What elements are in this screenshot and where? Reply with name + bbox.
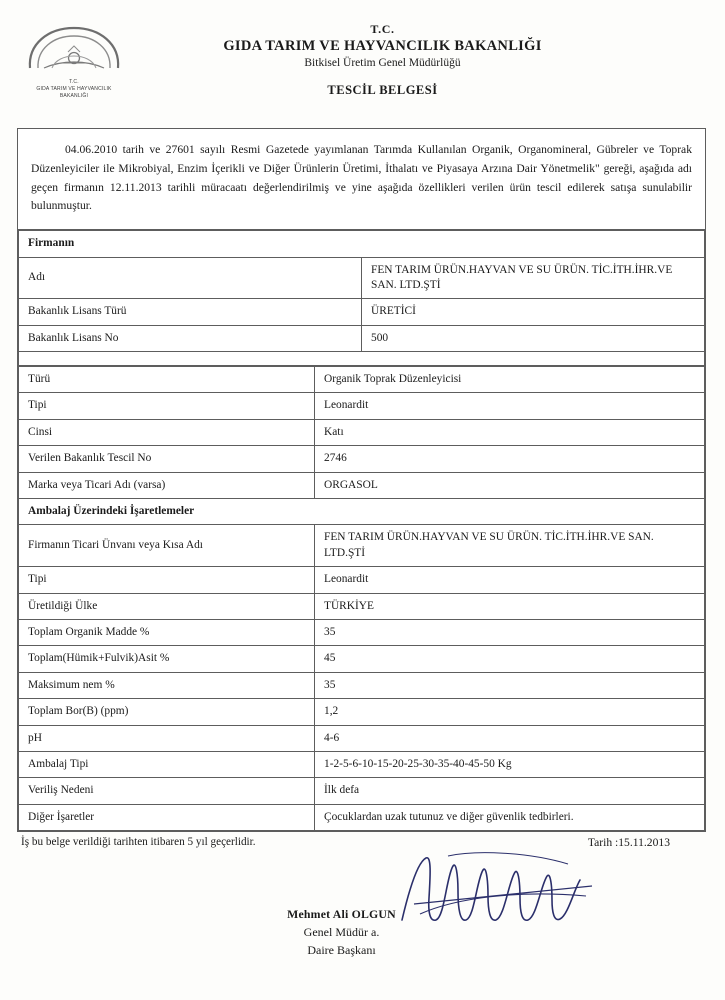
row-label: Toplam(Hümik+Fulvik)Asit % [19,646,315,672]
row-label: Marka veya Ticari Adı (varsa) [19,472,315,498]
signer-title-primary: Genel Müdür a. [303,925,380,939]
row-value: ÜRETİCİ [362,299,705,325]
row-label: Bakanlık Lisans No [19,325,362,351]
row-label: Adı [19,257,362,299]
row-value: ORGASOL [315,472,705,498]
row-value: Çocuklardan uzak tutunuz ve diğer güvenlik tedbirleri. [315,804,705,830]
row-value: 4-6 [315,725,705,751]
table-row [19,751,705,777]
table-row [19,393,705,419]
table-row [19,593,705,619]
certificate-frame [17,128,706,832]
table-row [19,472,705,498]
table-row [19,567,705,593]
row-value: 2746 [315,446,705,472]
section-firm-label: Firmanın [19,231,705,257]
signer-title-secondary: Daire Başkanı [307,943,376,957]
row-label: Toplam Bor(B) (ppm) [19,699,315,725]
section-header-row [19,499,705,525]
department-name: Bitkisel Üretim Genel Müdürlüğü [304,57,461,69]
table-row [19,725,705,751]
row-value: Leonardit [315,393,705,419]
row-label: Firmanın Ticari Ünvanı veya Kısa Adı [19,525,315,567]
row-label: Tipi [19,393,315,419]
table-row [19,699,705,725]
row-label: Diğer İşaretler [19,804,315,830]
section-header-row [19,231,705,257]
row-label: Tipi [19,567,315,593]
row-value: İlk defa [315,778,705,804]
document-title: TESCİL BELGESİ [327,83,438,97]
signature-block [17,907,706,958]
row-value: 1,2 [315,699,705,725]
table-row [19,672,705,698]
row-value: Katı [315,419,705,445]
row-value: 45 [315,646,705,672]
row-value: FEN TARIM ÜRÜN.HAYVAN VE SU ÜRÜN. TİC.İTH.İHR.VE SAN. LTD.ŞTİ [315,525,705,567]
row-label: Ambalaj Tipi [19,751,315,777]
table-row [19,619,705,645]
row-value: 35 [315,672,705,698]
table-row [19,367,705,393]
logo-caption: T.C. GIDA TARIM VE HAYVANCILIK BAKANLIĞI [36,79,112,99]
republic-label: T.C. [370,22,395,36]
table-row [19,257,705,299]
validity-note: İş bu belge verildiği tarihten itibaren 5 yıl geçerlidir. [21,836,256,848]
table-row [19,299,705,325]
ministry-emblem-icon [18,22,130,78]
row-label: Toplam Organik Madde % [19,619,315,645]
row-label: Maksimum nem % [19,672,315,698]
table-row [19,325,705,351]
document-footer [17,836,706,958]
table-row [19,525,705,567]
row-label: Veriliş Nedeni [19,778,315,804]
row-label: Verilen Bakanlık Tescil No [19,446,315,472]
row-value: 500 [362,325,705,351]
table-row [19,419,705,445]
section-packaging-label: Ambalaj Üzerindeki İşaretlemeler [19,499,705,525]
intro-text: 04.06.2010 tarih ve 27601 sayılı Resmi Gazetede yayımlanan Tarımda Kullanılan Organik, Organomineral, Gübreler ve Toprak Düzenleyiciler ile Mikrobiyal, Enzim İçerikli ve Diğer Ürünlerin Üretimi, İthalatı ve Piyasaya Arzına Dair Yönetmelik" gereği, aşağıda adı geçen firmanın 12.11.2013 tarihli müracaatı değerlendirilmiş ve yine aşağıda özellikleri verilen ürün tescil edilerek satışa sunulabilir bulunmuştur. [31,143,692,213]
ministry-name: GIDA TARIM VE HAYVANCILIK BAKANLIĞI [223,38,542,54]
row-label: Bakanlık Lisans Türü [19,299,362,325]
table-gap [18,352,705,366]
product-table [18,366,705,831]
row-label: Türü [19,367,315,393]
issue-date: Tarih :15.11.2013 [587,836,670,849]
intro-paragraph [18,129,705,230]
table-row [19,646,705,672]
footer-top-row [17,836,706,849]
table-row [19,446,705,472]
row-value: TÜRKİYE [315,593,705,619]
row-value: 1-2-5-6-10-15-20-25-30-35-40-45-50 Kg [315,751,705,777]
table-row [19,804,705,830]
row-label: Cinsi [19,419,315,445]
row-value: Organik Toprak Düzenleyicisi [315,367,705,393]
ministry-logo [18,22,130,99]
signer-name: Mehmet Ali OLGUN [287,907,396,921]
row-label: Üretildiği Ülke [19,593,315,619]
row-value: 35 [315,619,705,645]
row-value: FEN TARIM ÜRÜN.HAYVAN VE SU ÜRÜN. TİC.İTH.İHR.VE SAN. LTD.ŞTİ [362,257,705,299]
table-row [19,778,705,804]
firm-table [18,230,705,352]
document-header [0,0,725,114]
row-label: pH [19,725,315,751]
row-value: Leonardit [315,567,705,593]
